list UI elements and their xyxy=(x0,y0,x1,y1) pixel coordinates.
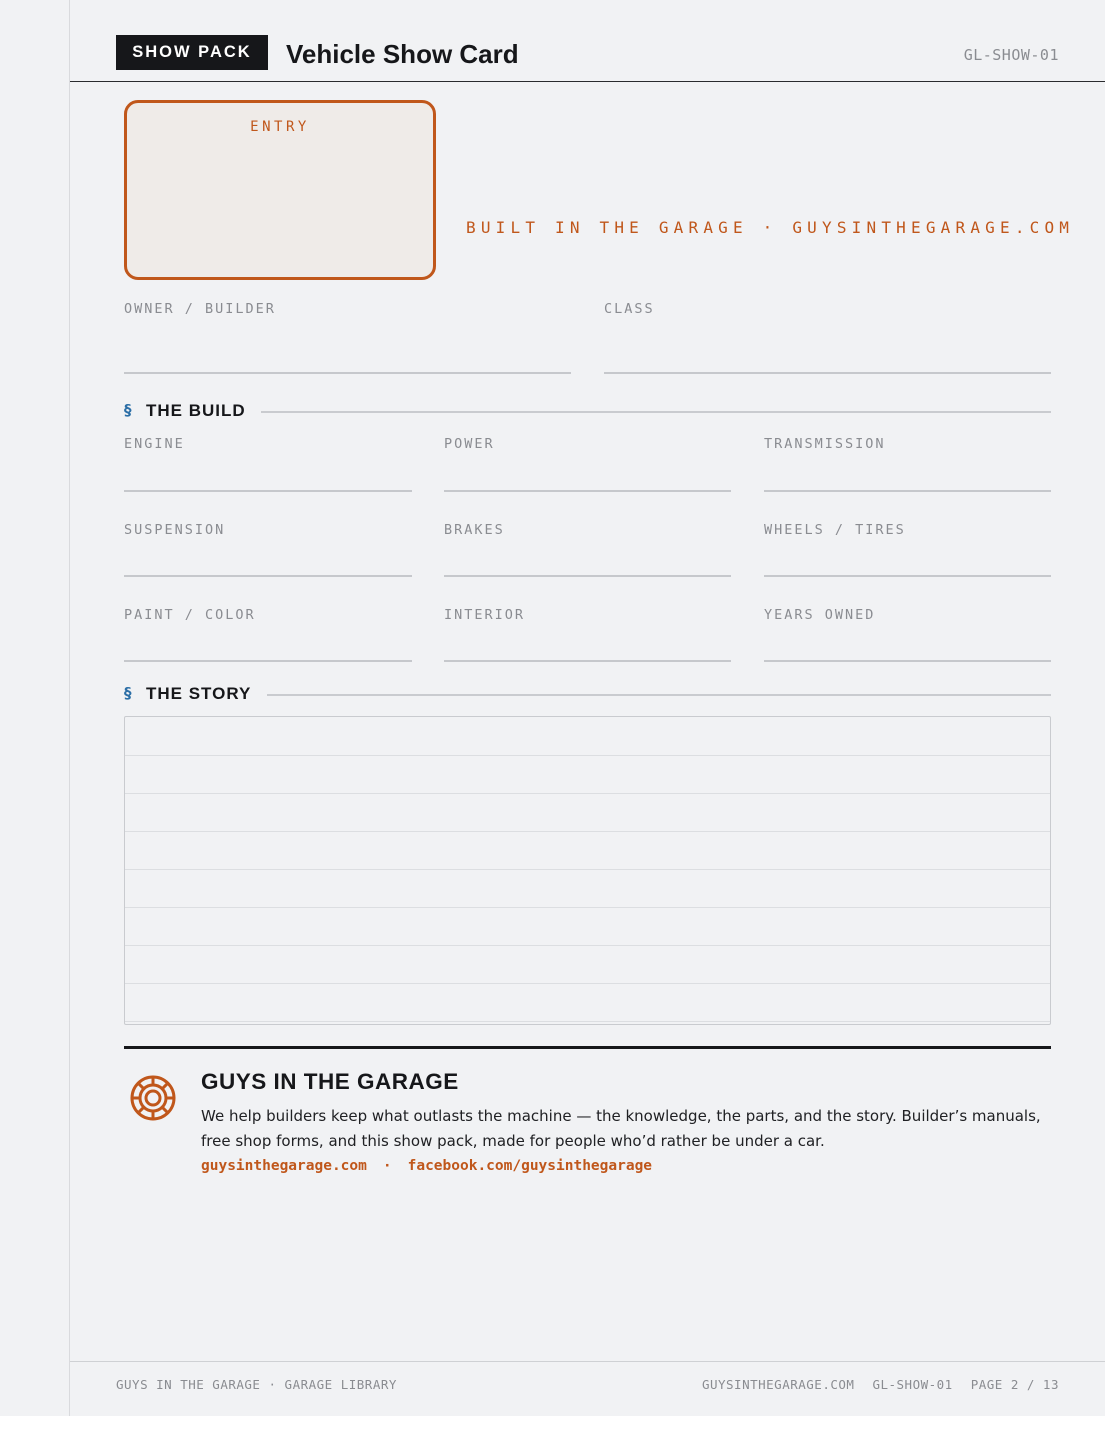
brakes-field[interactable] xyxy=(444,575,731,577)
section-rule xyxy=(267,694,1051,696)
binding-spine xyxy=(69,0,70,1416)
years-owned-label: YEARS OWNED xyxy=(764,607,876,623)
link-separator: · xyxy=(382,1158,392,1174)
engine-label: ENGINE xyxy=(124,436,185,452)
section-the-build xyxy=(124,401,1051,421)
transmission-label: TRANSMISSION xyxy=(764,436,886,452)
entry-number-box[interactable] xyxy=(124,100,436,280)
story-ruled-line xyxy=(125,869,1050,870)
story-ruled-line xyxy=(125,793,1050,794)
class-label: CLASS xyxy=(604,301,655,317)
page-title: Vehicle Show Card xyxy=(286,39,519,69)
footer-library: GUYS IN THE GARAGE · GARAGE LIBRARY xyxy=(116,1377,397,1392)
section-mark: § xyxy=(124,401,132,419)
power-label: POWER xyxy=(444,436,495,452)
story-ruled-line xyxy=(125,983,1050,984)
footer-meta xyxy=(684,1377,1059,1392)
suspension-field[interactable] xyxy=(124,575,412,577)
company-divider xyxy=(124,1046,1051,1049)
company-links xyxy=(201,1158,652,1174)
years-owned-field[interactable] xyxy=(764,660,1051,662)
power-field[interactable] xyxy=(444,490,731,492)
story-ruled-line xyxy=(125,1021,1050,1022)
paint-color-field[interactable] xyxy=(124,660,412,662)
section-mark: § xyxy=(124,684,132,702)
tagline: BUILT IN THE GARAGE · GUYSINTHEGARAGE.COM xyxy=(466,218,1075,237)
wheels-tires-field[interactable] xyxy=(764,575,1051,577)
gear-icon xyxy=(128,1073,178,1123)
story-ruled-line xyxy=(125,755,1050,756)
company-description: We help builders keep what outlasts the machine — the knowledge, the parts, and the story. Builder’s manuals, free shop forms, and this show pack, made for people who’d rather be under a car. xyxy=(201,1107,1041,1150)
class-field[interactable] xyxy=(604,372,1051,374)
footer-code: GL-SHOW-01 xyxy=(872,1377,953,1392)
story-ruled-line xyxy=(125,831,1050,832)
website-link[interactable]: guysinthegarage.com xyxy=(201,1158,367,1174)
page-header xyxy=(70,0,1105,82)
interior-field[interactable] xyxy=(444,660,731,662)
interior-label: INTERIOR xyxy=(444,607,526,623)
entry-label: ENTRY xyxy=(250,119,310,135)
section-title: THE BUILD xyxy=(146,401,246,420)
section-rule xyxy=(261,411,1051,413)
suspension-label: SUSPENSION xyxy=(124,522,226,538)
engine-field[interactable] xyxy=(124,490,412,492)
pack-badge: SHOW PACK xyxy=(116,35,268,70)
section-title: THE STORY xyxy=(146,684,252,703)
section-the-story xyxy=(124,684,1051,704)
paint-color-label: PAINT / COLOR xyxy=(124,607,256,623)
document-code: GL-SHOW-01 xyxy=(963,46,1059,64)
footer-divider xyxy=(70,1361,1105,1362)
story-ruled-line xyxy=(125,907,1050,908)
company-name: GUYS IN THE GARAGE xyxy=(201,1069,459,1094)
facebook-link[interactable]: facebook.com/guysinthegarage xyxy=(407,1158,653,1174)
brakes-label: BRAKES xyxy=(444,522,505,538)
owner-builder-label: OWNER / BUILDER xyxy=(124,301,276,317)
footer-site: GUYSINTHEGARAGE.COM xyxy=(701,1377,855,1392)
owner-builder-field[interactable] xyxy=(124,372,571,374)
wheels-tires-label: WHEELS / TIRES xyxy=(764,522,906,538)
transmission-field[interactable] xyxy=(764,490,1051,492)
page-number: PAGE 2 / 13 xyxy=(970,1377,1059,1392)
story-ruled-line xyxy=(125,945,1050,946)
story-writing-area[interactable] xyxy=(124,716,1051,1025)
